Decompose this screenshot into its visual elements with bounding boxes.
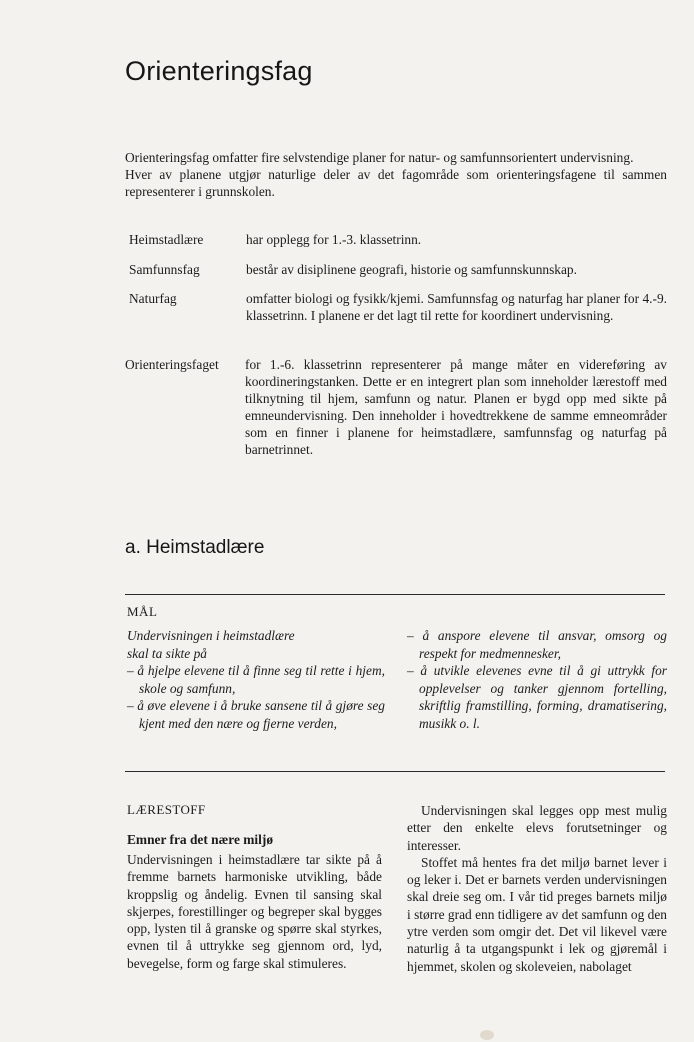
- definition-desc: omfatter biologi og fysikk/kjemi. Samfunnsfag og naturfag har planer for 4.-9. klassetrinn. I planene er det lagt til rette for koordinert undervisning.: [246, 291, 667, 323]
- intro-paragraph-1: Orienteringsfag omfatter fire selvstendige planer for natur- og samfunnsorientert undervisning.: [125, 150, 634, 165]
- divider-bottom: [125, 771, 665, 772]
- mal-left-column: [127, 627, 385, 733]
- larestoff-right-paragraph-1: Undervisningen skal legges opp mest mulig etter den enkelte elevs forutsetninger og interesser.: [407, 803, 667, 853]
- mal-item: – å anspore elevene til ansvar, omsorg og respekt for medmennesker,: [407, 628, 667, 661]
- mal-item: – å øve elevene i å bruke sansene til å gjøre seg kjent med den nære og fjerne verden,: [127, 698, 385, 731]
- larestoff-subheading: Emner fra det nære miljø: [127, 832, 274, 847]
- larestoff-right-column: [407, 802, 667, 975]
- mal-heading: MÅL: [127, 604, 158, 619]
- paper-blemish: [480, 1030, 494, 1040]
- mal-item: – å utvikle elevenes evne til å gi uttrykk for opplevelser og tanker gjennom fortelling, skriftlig framstilling, forming, dramatisering, musikk o. l.: [407, 663, 667, 731]
- intro-paragraph-2: Hver av planene utgjør naturlige deler av det fagområde som orienteringsfagene til sammen representerer i grunnskolen.: [125, 167, 667, 199]
- definition-desc: for 1.-6. klassetrinn representerer på mange måter en videreføring av koordineringstanken. Dette er en integrert plan som inneholder lærestoff med tilknytning til hjem, samfunn og natur. Planen er bygd opp med sikte på emneundervisning. Den inneholder i hovedtrekkene de samme emneområder som en finner i planene for heimstadlære, samfunnsfag og naturfag på barnetrinnet.: [245, 357, 667, 457]
- mal-intro-line-2: skal ta sikte på: [127, 645, 207, 661]
- mal-right-column: [407, 627, 667, 733]
- definition-term: Orienteringsfaget: [125, 357, 219, 372]
- mal-item: – å hjelpe elevene til å finne seg til rette i hjem, skole og samfunn,: [127, 663, 385, 696]
- larestoff-left-text: Undervisningen i heimstadlære tar sikte på å fremme barnets harmoniske utvikling, både kroppslig og åndelig. Evnen til sansing skal skjerpes, forestillinger og begreper skal bygges opp, lysten til å granske og spørre skal styrkes, evnen til å uttrykke seg gjennom ord, lyd, bevegelse, form og farge skal stimuleres.: [127, 852, 382, 971]
- section-title: a. Heimstadlære: [125, 537, 265, 558]
- page-title: Orienteringsfag: [125, 56, 313, 86]
- definition-term: Samfunnsfag: [129, 262, 200, 277]
- mal-intro-line-1: Undervisningen i heimstadlære: [127, 628, 295, 643]
- divider-top: [125, 594, 665, 595]
- definition-desc: har opplegg for 1.-3. klassetrinn.: [246, 232, 422, 247]
- larestoff-heading: LÆRESTOFF: [127, 802, 206, 817]
- larestoff-right-paragraph-2: Stoffet må hentes fra det miljø barnet lever i og leker i. Det er barnets verden undervisningen skal dreie seg om. I vår tid preges barnets miljø i større grad enn tidligere av det samfunn og den ytre verden som omgir det. Det vil likevel være naturlig å ta utgangspunkt i lek og gjøremål i hjemmet, skolen og skoleveien, nabolaget: [407, 854, 667, 974]
- definition-desc: består av disiplinene geografi, historie og samfunnskunnskap.: [246, 262, 577, 277]
- intro-text: [125, 149, 667, 200]
- definition-term: Naturfag: [129, 291, 177, 306]
- definition-term: Heimstadlære: [129, 232, 204, 247]
